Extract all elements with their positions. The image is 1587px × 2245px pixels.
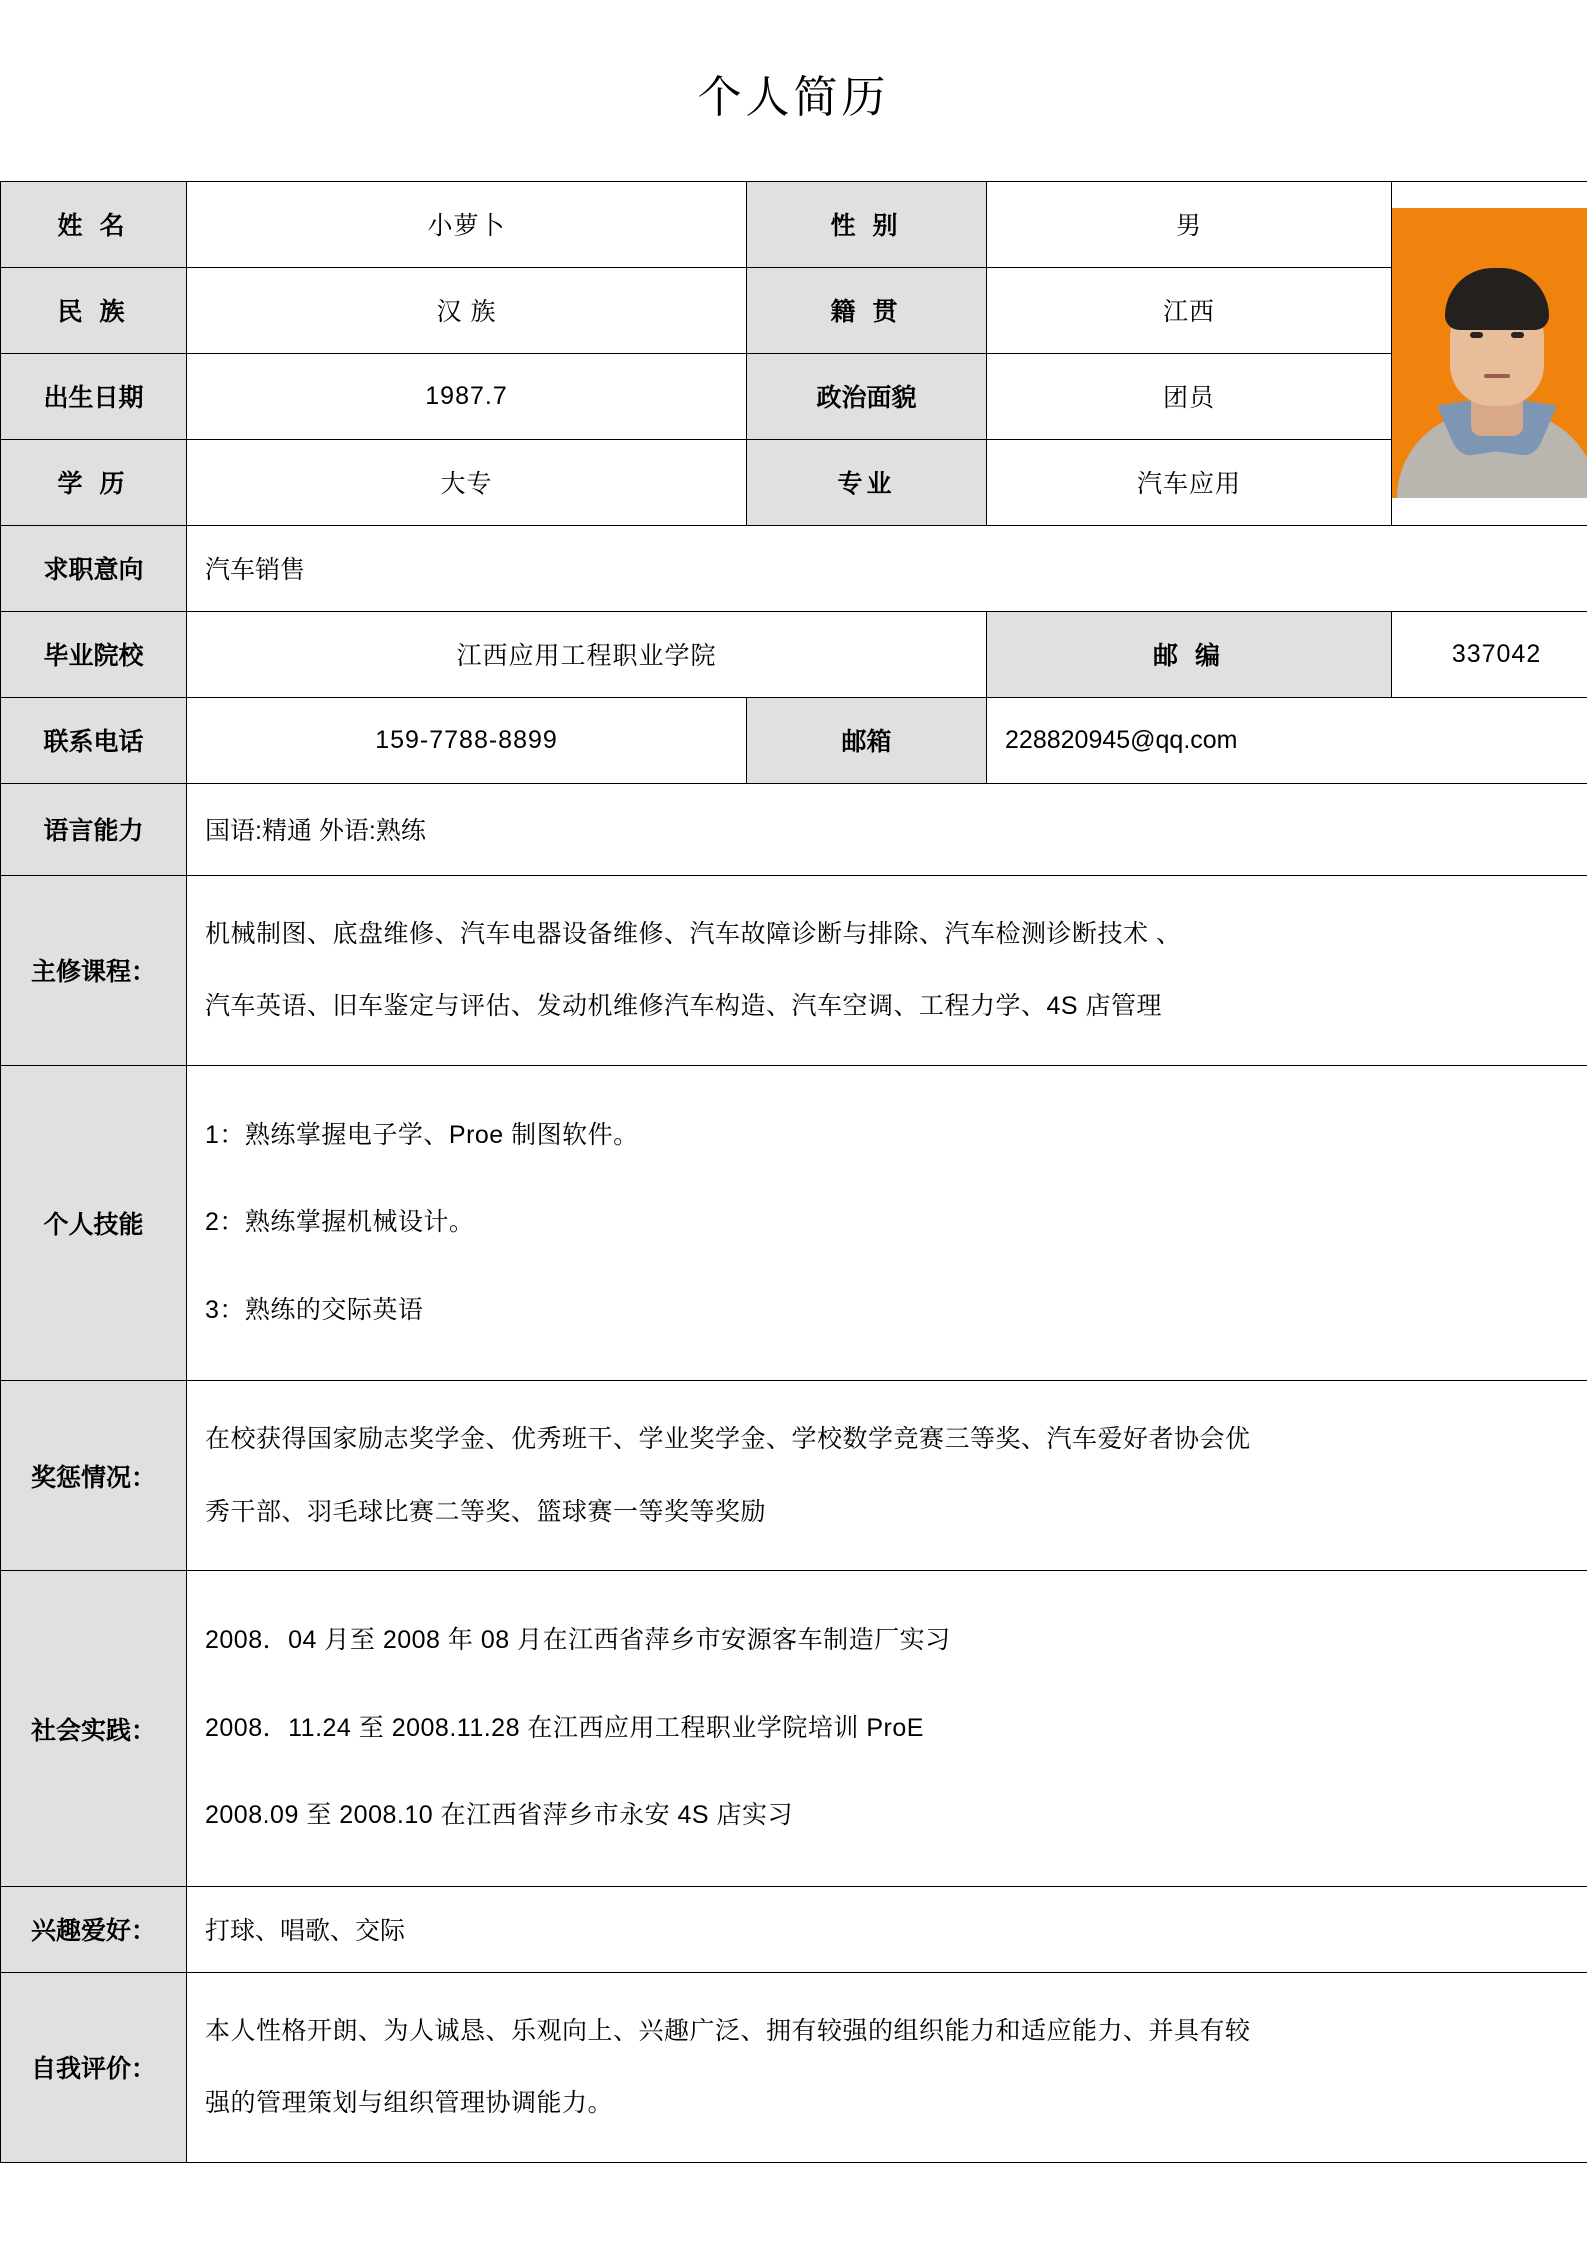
- self-eval-line-1: 本人性格开朗、为人诚恳、乐观向上、兴趣广泛、拥有较强的组织能力和适应能力、并具有较: [205, 2016, 1251, 2045]
- resume-table: [0, 181, 1587, 2163]
- value-school: 江西应用工程职业学院: [187, 611, 987, 697]
- practice-line-3: 2008.09 至 2008.10 在江西省萍乡市永安 4S 店实习: [205, 1801, 794, 1830]
- table-row-awards: [1, 1381, 1587, 1571]
- skills-line-2: 2：熟练掌握机械设计。: [205, 1208, 475, 1237]
- value-major: 汽车应用: [987, 439, 1392, 525]
- value-practice: [187, 1571, 1587, 1887]
- label-name: 姓 名: [1, 181, 187, 267]
- practice-line-2: 2008．11.24 至 2008.11.28 在江西应用工程职业学院培训 ProE: [205, 1713, 924, 1742]
- label-school: 毕业院校: [1, 611, 187, 697]
- table-row-ethnicity: [1, 267, 1587, 353]
- table-row-birth: [1, 353, 1587, 439]
- label-job-intent: 求职意向: [1, 525, 187, 611]
- skills-line-3: 3：熟练的交际英语: [205, 1295, 424, 1324]
- label-hobbies: 兴趣爱好：: [1, 1886, 187, 1972]
- value-hobbies: 打球、唱歌、交际: [187, 1886, 1587, 1972]
- table-row-name: [1, 181, 1587, 267]
- label-language: 语言能力: [1, 783, 187, 875]
- label-major: 专业: [747, 439, 987, 525]
- table-row-language: [1, 783, 1587, 875]
- table-row-job-intent: [1, 525, 1587, 611]
- table-row-education: [1, 439, 1587, 525]
- label-self-eval: 自我评价：: [1, 1972, 187, 2162]
- value-courses: [187, 875, 1587, 1065]
- value-self-eval: [187, 1972, 1587, 2162]
- photo-image: [1392, 208, 1587, 498]
- table-row-hobbies: [1, 1886, 1587, 1972]
- value-postcode: 337042: [1392, 611, 1587, 697]
- table-row-school: [1, 611, 1587, 697]
- photo-mouth: [1484, 374, 1510, 378]
- value-education: 大专: [187, 439, 747, 525]
- table-row-practice: [1, 1571, 1587, 1887]
- table-row-contact: [1, 697, 1587, 783]
- label-courses: 主修课程：: [1, 875, 187, 1065]
- value-name: 小萝卜: [187, 181, 747, 267]
- label-birth-date: 出生日期: [1, 353, 187, 439]
- courses-line-2: 汽车英语、旧车鉴定与评估、发动机维修汽车构造、汽车空调、工程力学、4S 店管理: [205, 992, 1163, 1021]
- label-skills: 个人技能: [1, 1065, 187, 1381]
- label-phone: 联系电话: [1, 697, 187, 783]
- label-hometown: 籍 贯: [747, 267, 987, 353]
- label-postcode: 邮 编: [987, 611, 1392, 697]
- value-hometown: 江西: [987, 267, 1392, 353]
- awards-line-2: 秀干部、羽毛球比赛二等奖、篮球赛一等奖等奖励: [205, 1497, 767, 1526]
- label-gender: 性 别: [747, 181, 987, 267]
- value-political-status: 团员: [987, 353, 1392, 439]
- value-gender: 男: [987, 181, 1392, 267]
- label-awards: 奖惩情况：: [1, 1381, 187, 1571]
- value-awards: [187, 1381, 1587, 1571]
- page-title: 个人简历: [697, 72, 890, 123]
- value-ethnicity: 汉 族: [187, 267, 747, 353]
- photo-eye-left: [1470, 332, 1483, 338]
- table-row-courses: [1, 875, 1587, 1065]
- value-language: 国语:精通 外语:熟练: [187, 783, 1587, 875]
- value-email: 228820945@qq.com: [987, 697, 1587, 783]
- label-education: 学 历: [1, 439, 187, 525]
- photo-eye-right: [1511, 332, 1524, 338]
- applicant-photo: [1392, 181, 1587, 525]
- table-row-skills: [1, 1065, 1587, 1381]
- label-ethnicity: 民 族: [1, 267, 187, 353]
- courses-line-1: 机械制图、底盘维修、汽车电器设备维修、汽车故障诊断与排除、汽车检测诊断技术 、: [205, 919, 1182, 948]
- self-eval-line-2: 强的管理策划与组织管理协调能力。: [205, 2089, 614, 2118]
- label-practice: 社会实践：: [1, 1571, 187, 1887]
- value-skills: [187, 1065, 1587, 1381]
- value-birth-date: 1987.7: [187, 353, 747, 439]
- table-row-self-eval: [1, 1972, 1587, 2162]
- value-job-intent: 汽车销售: [187, 525, 1587, 611]
- photo-hair: [1445, 268, 1549, 330]
- label-email: 邮箱: [747, 697, 987, 783]
- practice-line-1: 2008．04 月至 2008 年 08 月在江西省萍乡市安源客车制造厂实习: [205, 1626, 951, 1655]
- awards-line-1: 在校获得国家励志奖学金、优秀班干、学业奖学金、学校数学竞赛三等奖、汽车爱好者协会优: [205, 1425, 1251, 1454]
- label-political-status: 政治面貌: [747, 353, 987, 439]
- value-phone: 159-7788-8899: [187, 697, 747, 783]
- skills-line-1: 1：熟练掌握电子学、Proe 制图软件。: [205, 1120, 639, 1149]
